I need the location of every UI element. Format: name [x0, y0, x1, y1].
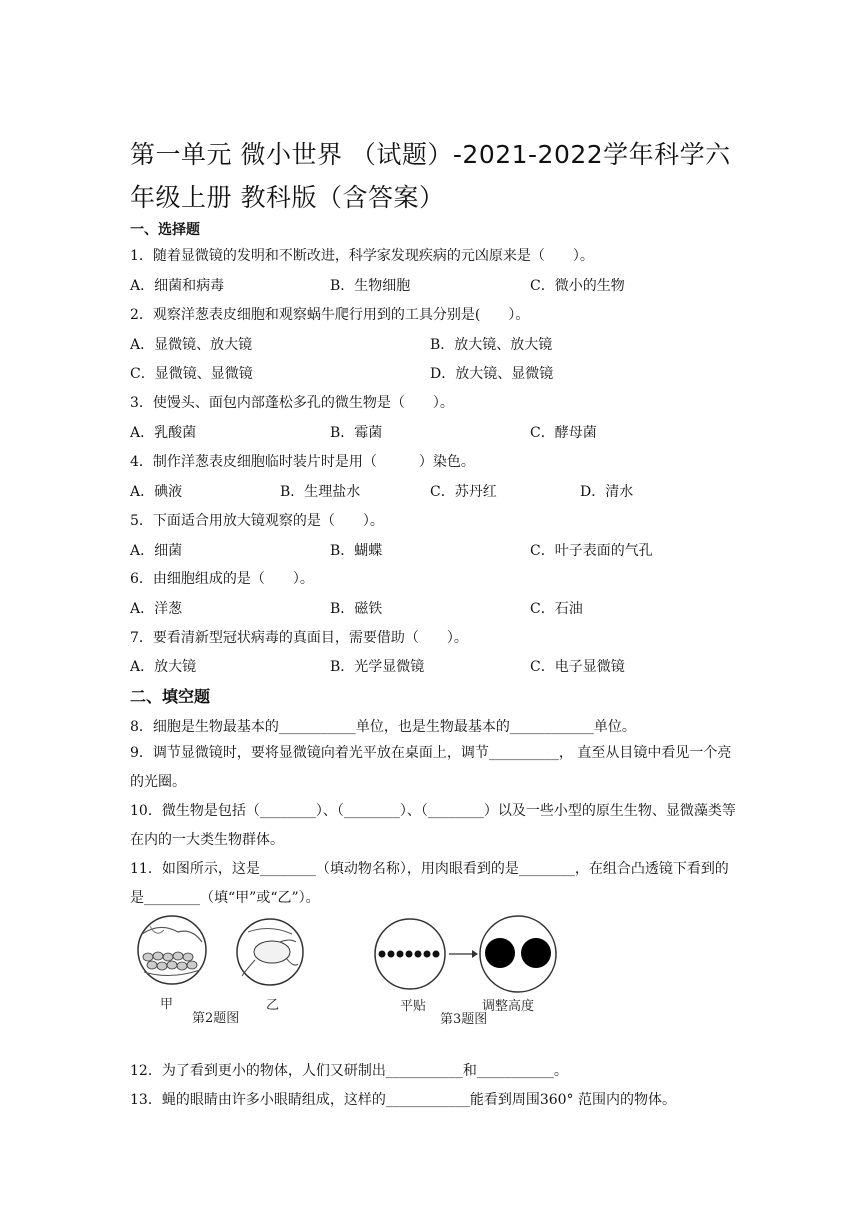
caption-figure-3: 第3题图 [440, 1012, 488, 1027]
section-heading-choice: 一、选择题 [130, 222, 200, 238]
question-3-option-c: C．酵母菌 [530, 425, 597, 441]
lens-figure-illustration [130, 912, 570, 1027]
question-13: 13．蝇的眼睛由许多小眼睛组成，这样的____________能看到周围360° 范围内的物体。 [130, 1092, 676, 1108]
label-tiaozheng: 调整高度 [482, 999, 535, 1014]
question-4-option-d: D．清水 [580, 484, 634, 500]
question-2-option-c: C．显微镜、显微镜 [130, 366, 253, 382]
question-11: 11．如图所示，这是________（填动物名称），用肉眼看到的是________，在组合凸透镜下看到的是________（填“甲”或“乙”）。 [130, 861, 729, 906]
question-4-option-a: A．碘液 [130, 484, 183, 500]
circle-jia [138, 916, 206, 984]
question-2-option-b: B．放大镜、放大镜 [430, 337, 553, 353]
circle-adjusted [480, 916, 556, 992]
question-7-option-b: B．光学显微镜 [330, 659, 425, 675]
question-1-option-c: C．微小的生物 [530, 278, 625, 294]
document-title: 第一单元 微小世界 （试题）-2021-2022学年科学六年级上册 教科版（含答案） [130, 140, 731, 212]
question-7-option-c: C．电子显微镜 [530, 659, 625, 675]
question-1-option-b: B．生物细胞 [330, 278, 411, 294]
question-9: 9．调节显微镜时，要将显微镜向着光平放在桌面上，调节__________， 直至从目镜中看见一个亮的光圈。 [130, 745, 732, 790]
question-5-option-a: A．细菌 [130, 543, 183, 559]
question-6-option-c: C．石油 [530, 601, 583, 617]
question-12: 12．为了看到更小的物体，人们又研制出___________和___________。 [130, 1063, 568, 1079]
circle-yi [237, 919, 303, 985]
question-2-stem: 2．观察洋葱表皮细胞和观察蜗牛爬行用到的工具分别是( ）。 [130, 307, 530, 323]
question-3-stem: 3．使馒头、面包内部蓬松多孔的微生物是（ ）。 [130, 395, 454, 411]
label-jia: 甲 [160, 997, 174, 1012]
question-6-option-b: B．磁铁 [330, 601, 383, 617]
question-4-stem: 4．制作洋葱表皮细胞临时装片时是用（ ）染色。 [130, 454, 475, 470]
question-8: 8．细胞是生物最基本的___________单位，也是生物最基本的____________单位。 [130, 719, 636, 735]
label-yi: 乙 [266, 998, 280, 1013]
question-6-option-a: A．洋葱 [130, 601, 183, 617]
question-3-option-a: A．乳酸菌 [130, 425, 197, 441]
question-2-option-d: D．放大镜、显微镜 [430, 366, 554, 382]
arrow-icon [449, 950, 478, 958]
question-4-option-c: C．苏丹红 [430, 484, 497, 500]
question-3-option-b: B．霉菌 [330, 425, 383, 441]
question-5-option-b: B．蝴蝶 [330, 543, 383, 559]
question-7-option-a: A．放大镜 [130, 659, 197, 675]
question-11-figure [130, 912, 570, 1027]
question-1-stem: 1．随着显微镜的发明和不断改进，科学家发现疾病的元凶原来是（ ）。 [130, 248, 594, 264]
caption-figure-2: 第2题图 [192, 1011, 240, 1026]
section-heading-fill: 二、填空题 [130, 687, 211, 706]
question-5-option-c: C．叶子表面的气孔 [530, 543, 653, 559]
circle-flat [375, 919, 445, 989]
question-4-option-b: B．生理盐水 [280, 484, 361, 500]
question-2-option-a: A．显微镜、放大镜 [130, 337, 253, 353]
question-1-option-a: A．细菌和病毒 [130, 278, 225, 294]
question-7-stem: 7．要看清新型冠状病毒的真面目，需要借助（ ）。 [130, 630, 468, 646]
question-6-stem: 6．由细胞组成的是（ ）。 [130, 571, 314, 587]
label-pingtie: 平贴 [400, 999, 427, 1014]
question-5-stem: 5．下面适合用放大镜观察的是（ ）。 [130, 513, 384, 529]
question-10: 10．微生物是包括（________）、（________）、（________）以及一些小型的原生生物、显微藻类等在内的一大类生物群体。 [130, 803, 736, 848]
